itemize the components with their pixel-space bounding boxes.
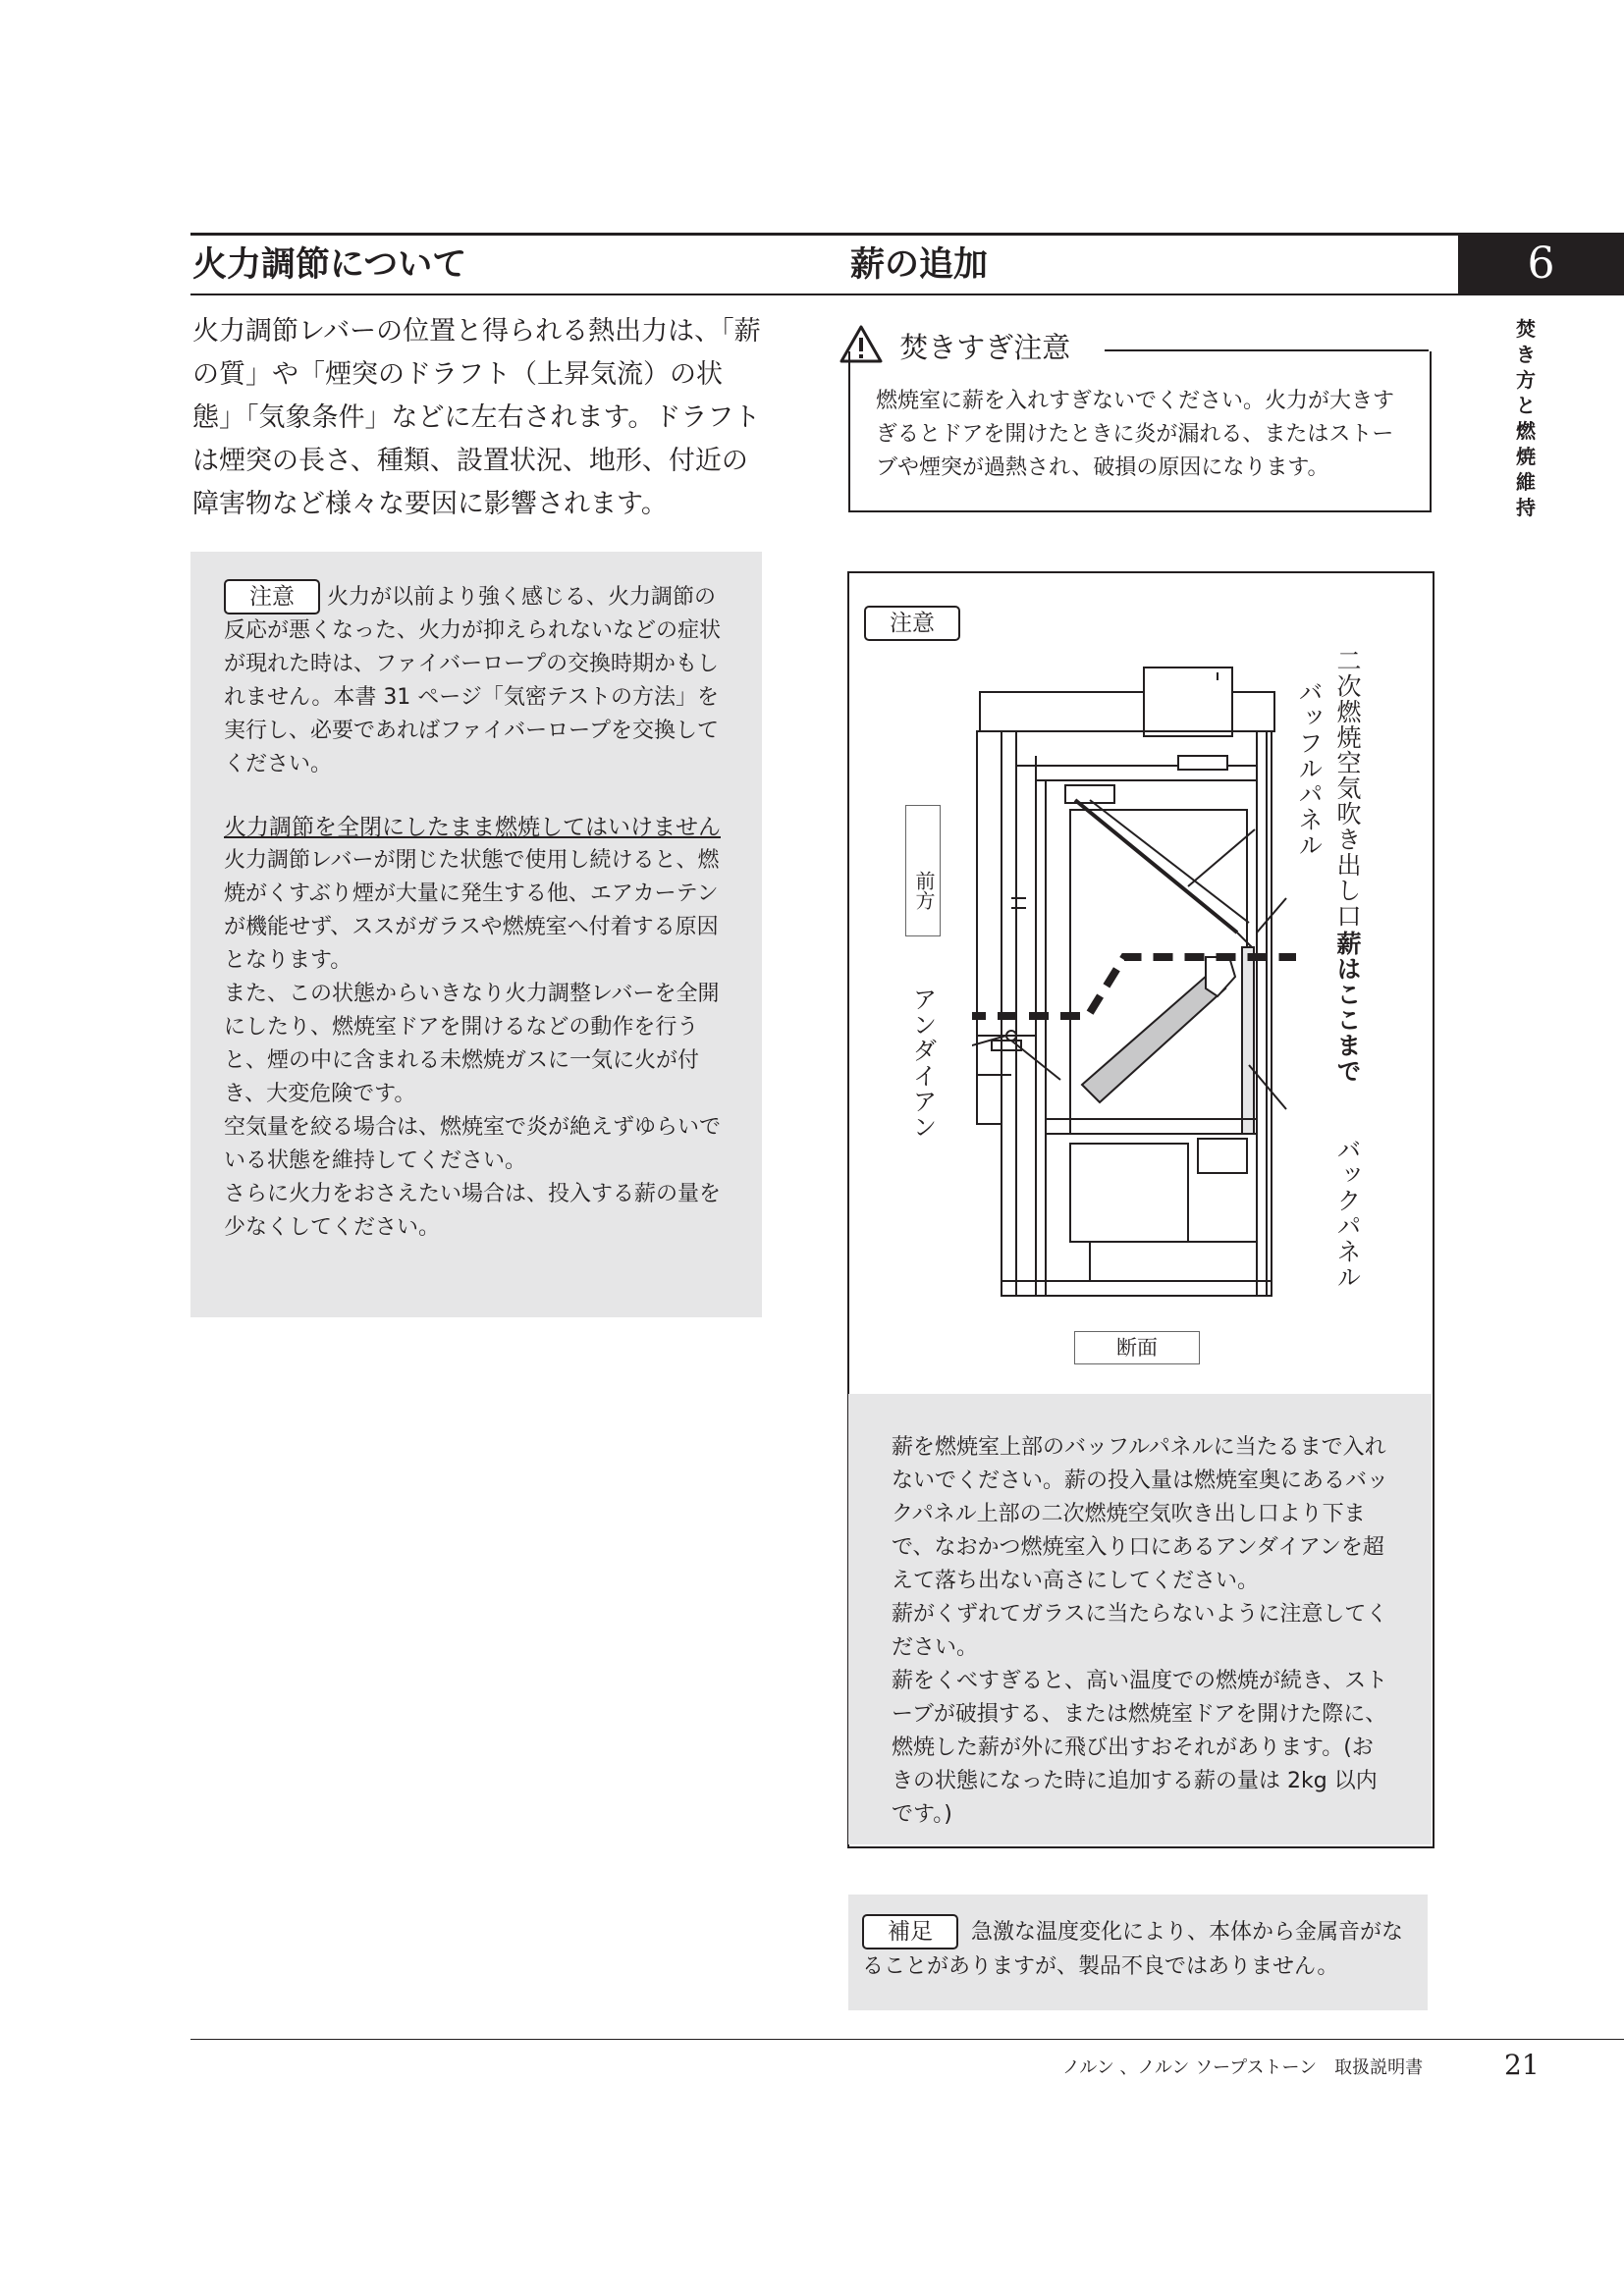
figure-explanation [892, 1431, 1392, 1832]
figure-paragraph: 薪がくずれてガラスに当たらないように注意してください。 [892, 1602, 1388, 1660]
chapter-number-tab: 6 [1458, 233, 1624, 295]
note-paragraph: 火力調節レバーが閉じた状態で使用し続けると、燃焼がくすぶり煙が大量に発生する他、エアカーテンが機能せず、ススがガラスや燃焼室へ付着する原因となります。 [224, 848, 720, 973]
side-tab-char: と [1516, 394, 1536, 417]
note-paragraph: 空気量を絞る場合は、燃焼室で炎が絶えずゆらいでいる状態を維持してください。 [224, 1115, 722, 1173]
warning-text: 燃焼室に薪を入れすぎないでください。火力が大きすぎるとドアを開けたときに炎が漏れる、またはストーブや煙突が過熱され、破損の原因になります。 [876, 389, 1395, 480]
section-title-fire-control: 火力調節について [192, 245, 467, 285]
caution-note-text: 火力が以前より強く感じる、火力調節の反応が悪くなった、火力が抑えられないなどの症状が現れた時は、ファイバーロープの交換時期かもしれません。本書 31 ページ「気密テストの方法」を実行し、必要であればファイバーロープを交換してください。 [224, 585, 722, 776]
andiron-label: アンダイアン [909, 987, 938, 1140]
note-paragraph: また、この状態からいきなり火力調整レバーを全開にしたり、燃焼室ドアを開けるなどの動作を行うと、煙の中に含まれる未燃焼ガスに一気に火が付き、大変危険です。 [224, 982, 720, 1106]
footer-manual-title: ノルン 、ノルン ソープストーン 取扱説明書 [1062, 2057, 1424, 2078]
page-number: 21 [1504, 2049, 1540, 2081]
cross-section-label: 断面 [1074, 1331, 1200, 1364]
front-label-text: 前方 [912, 871, 936, 910]
warning-title: 焚きすぎ注意 [899, 331, 1071, 364]
secondary-air-outlet-label: 二次燃焼空気吹き出し口 [1333, 648, 1362, 929]
side-tab-char: 焼 [1516, 445, 1536, 468]
side-tab-char: き [1516, 343, 1536, 366]
caution-note-content [224, 579, 730, 1245]
side-tab-char: 燃 [1516, 419, 1536, 443]
stove-cross-section-diagram [972, 663, 1296, 1306]
front-direction-label [905, 805, 941, 936]
fill-line-label: 薪はここまで [1333, 931, 1362, 1084]
closed-damper-heading: 火力調節を全閉にしたまま燃焼してはいけません [224, 815, 721, 840]
footer-rule [190, 2039, 1624, 2040]
side-chapter-tab [1506, 316, 1545, 520]
figure-caution-label-wrap [864, 606, 960, 641]
caution-label: 注意 [224, 579, 320, 614]
baffle-panel-label: バッフルパネル [1295, 679, 1324, 858]
side-tab-char: 焚 [1516, 317, 1536, 341]
side-tab-char: 持 [1516, 496, 1536, 519]
side-tab-char: 方 [1516, 368, 1536, 392]
section-title-add-wood: 薪の追加 [850, 245, 989, 285]
header-bottom-rule [190, 294, 1624, 295]
back-panel-label: バックパネル [1333, 1137, 1362, 1290]
figure-paragraph: 薪をくべすぎると、高い温度での燃焼が続き、ストーブが破損する、または燃焼室ドアを開けた際に、燃焼した薪が外に飛び出すおそれがあります。(おきの状態になった時に追加する薪の量は 2kg 以内です。) [892, 1669, 1388, 1827]
supplement-text: 急激な温度変化により、本体から金属音がなることがありますが、製品不良ではありません。 [862, 1920, 1404, 1979]
intro-paragraph: 火力調節レバーの位置と得られる熱出力は、「薪の質」や「煙突のドラフト（上昇気流）の状態」「気象条件」などに左右されます。ドラフトは煙突の長さ、種類、設置状況、地形、付近の障害物など様々な要因に影響されます。 [192, 316, 761, 519]
supplement-content [862, 1914, 1422, 1984]
supplement-label: 補足 [862, 1914, 958, 1949]
figure-paragraph: 薪を燃焼室上部のバッフルパネルに当たるまで入れないでください。薪の投入量は燃焼室奥にあるバックパネル上部の二次燃焼空気吹き出し口より下まで、なおかつ燃焼室入り口にあるアンダイアンを超えて落ち出ない高さにしてください。 [892, 1435, 1389, 1593]
figure-caution-label: 注意 [864, 606, 960, 641]
header-top-rule [190, 233, 1624, 236]
note-paragraph: さらに火力をおさえたい場合は、投入する薪の量を少なくしてください。 [224, 1182, 722, 1240]
side-tab-char: 維 [1516, 470, 1536, 494]
